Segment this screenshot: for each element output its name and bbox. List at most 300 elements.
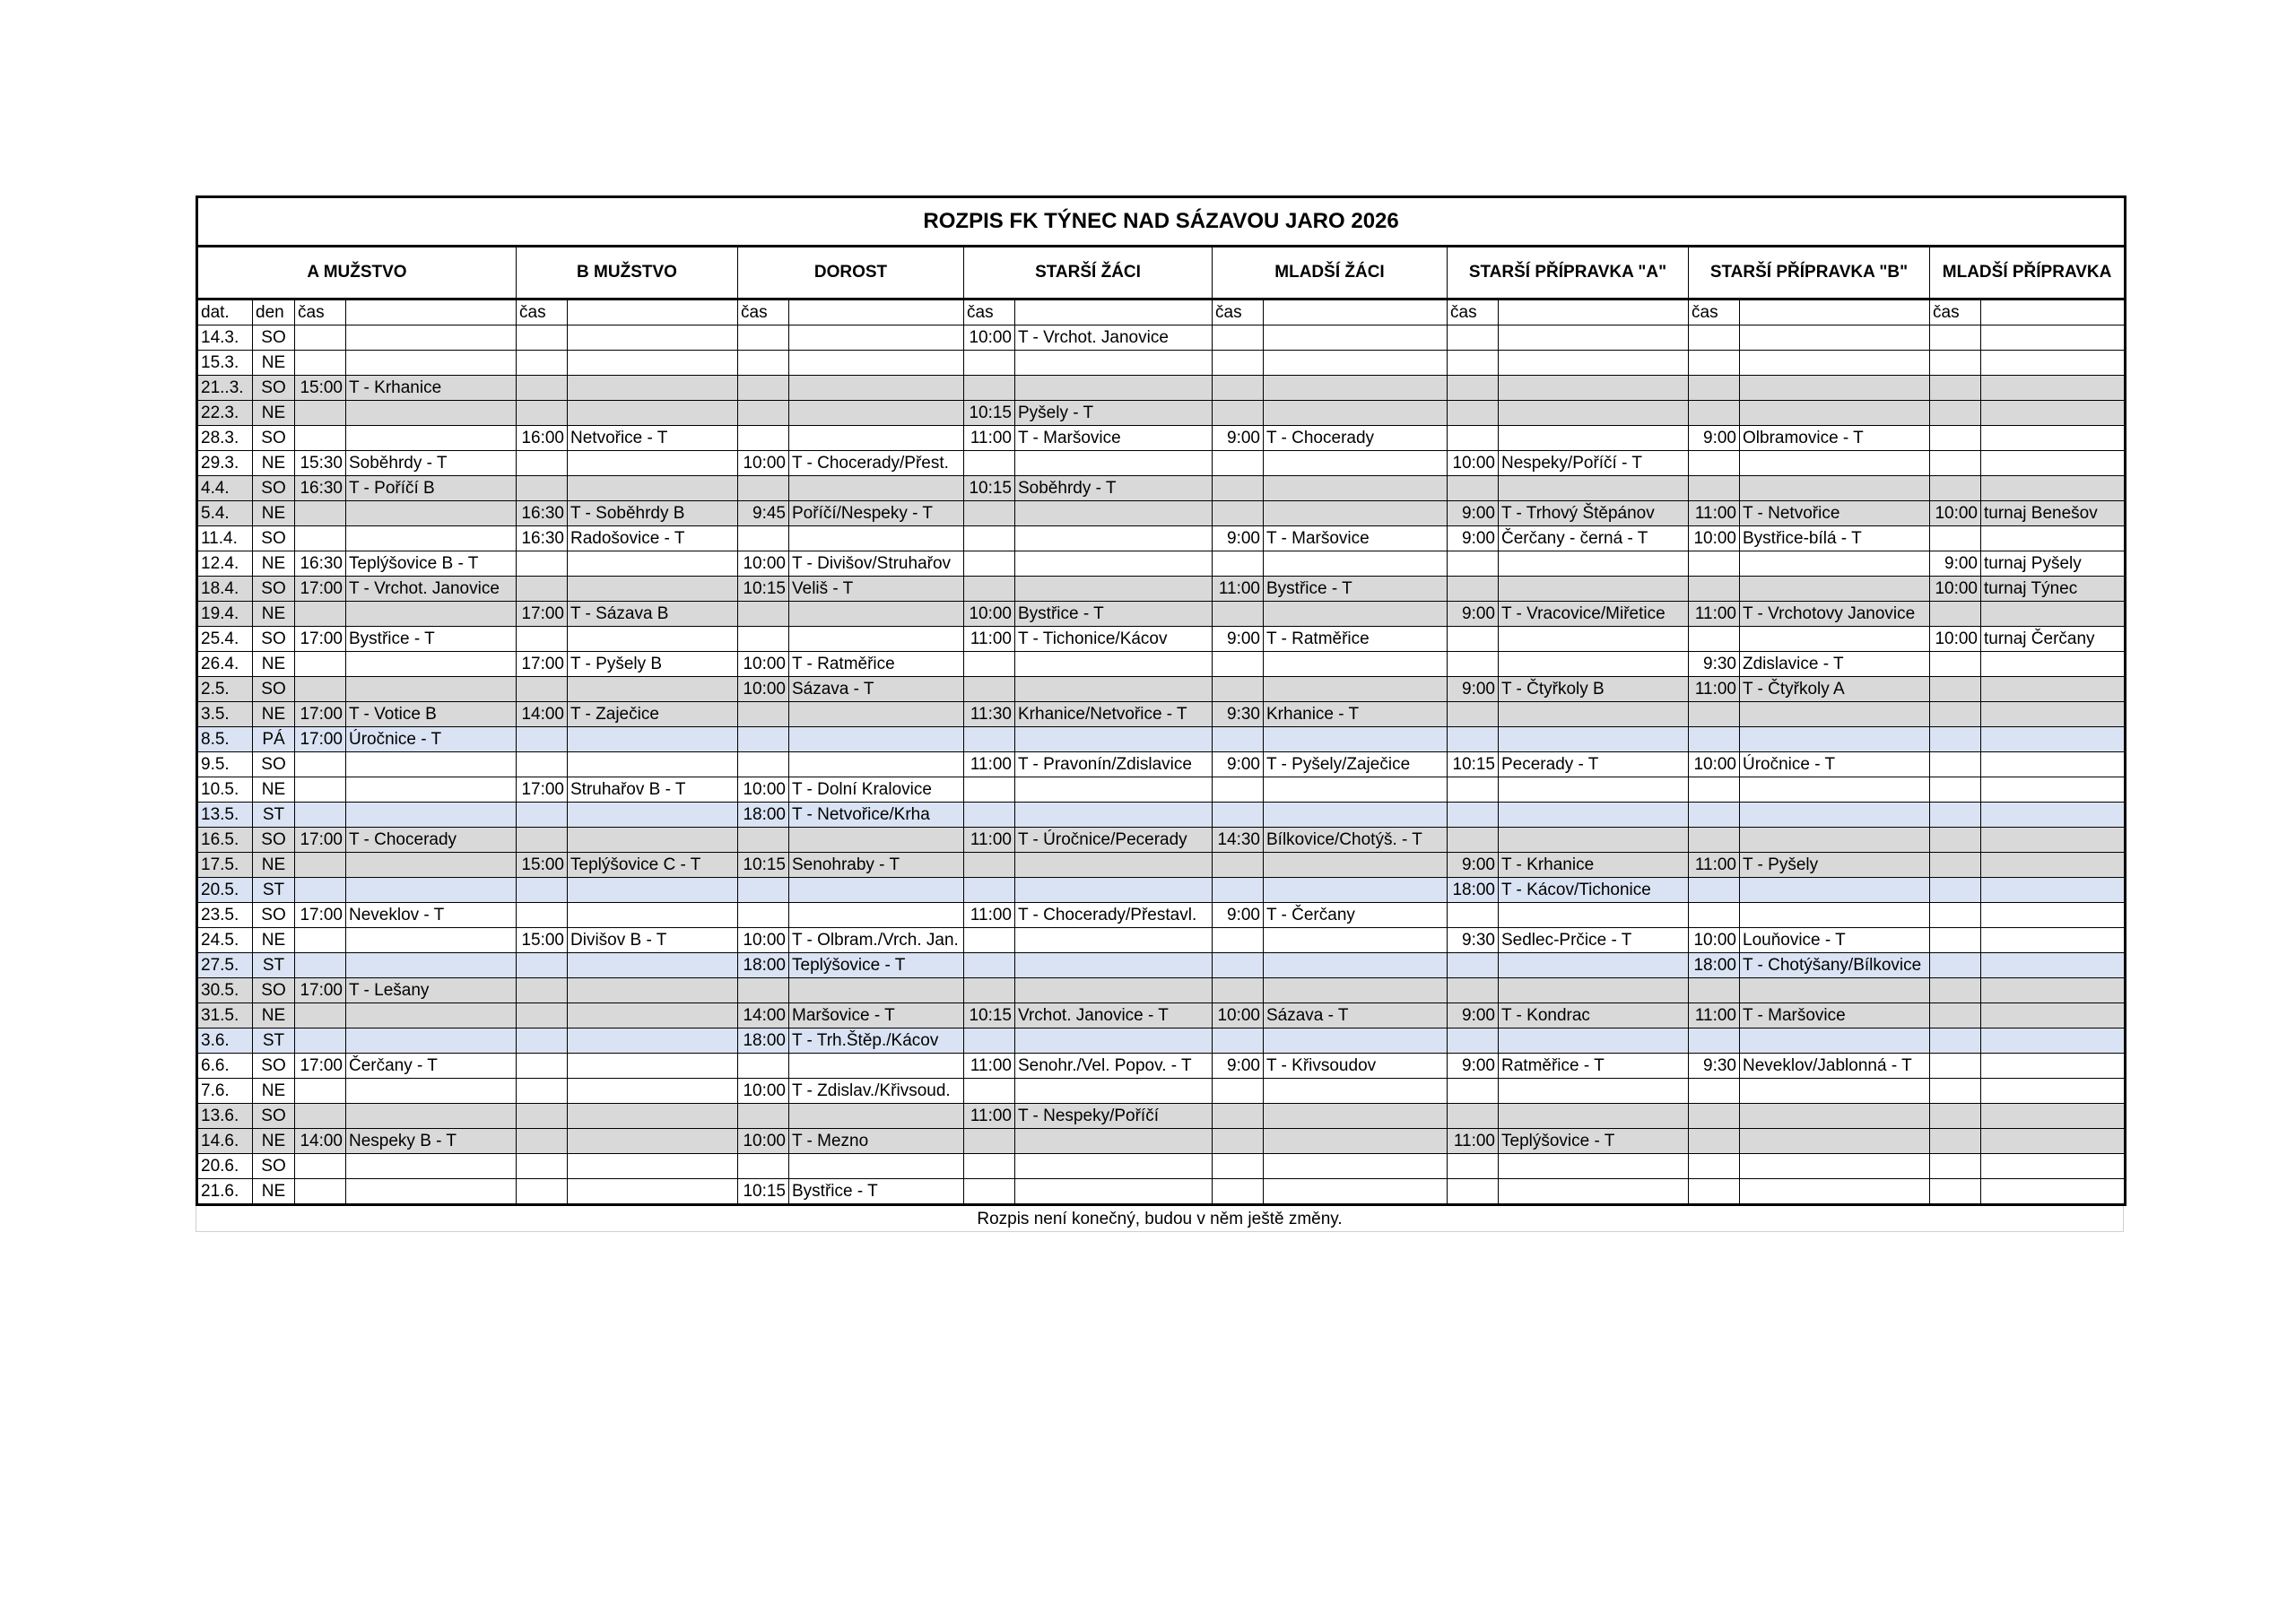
date-cell: 21..3. xyxy=(197,376,253,401)
time-cell xyxy=(1689,1154,1740,1179)
match-cell xyxy=(1981,677,2126,702)
time-cell: 9:00 xyxy=(1213,1054,1264,1079)
time-cell xyxy=(1213,401,1264,426)
schedule-row xyxy=(197,853,2126,878)
schedule-row xyxy=(197,903,2126,928)
match-cell: Krhanice/Netvořice - T xyxy=(1015,702,1213,727)
time-cell xyxy=(1930,652,1981,677)
match-cell xyxy=(346,526,517,551)
time-cell xyxy=(738,1154,789,1179)
match-cell: T - Trh.Štěp./Kácov xyxy=(789,1028,964,1054)
day-cell: ST xyxy=(253,1028,295,1054)
time-cell xyxy=(1448,1079,1499,1104)
time-cell: 10:00 xyxy=(1689,752,1740,777)
date-cell: 7.6. xyxy=(197,1079,253,1104)
date-cell: 27.5. xyxy=(197,953,253,978)
time-cell xyxy=(1689,777,1740,803)
match-cell xyxy=(568,451,738,476)
time-cell xyxy=(1930,828,1981,853)
match-cell: Bystřice - T xyxy=(1264,577,1448,602)
match-cell xyxy=(1015,451,1213,476)
time-cell: 11:00 xyxy=(964,828,1015,853)
time-cell xyxy=(517,1179,568,1205)
match-cell xyxy=(1981,1054,2126,1079)
match-cell: Bystřice - T xyxy=(346,627,517,652)
team-header: MLADŠÍ PŘÍPRAVKA xyxy=(1930,247,2126,299)
match-cell xyxy=(1264,1104,1448,1129)
time-cell xyxy=(1930,1054,1981,1079)
time-cell xyxy=(295,501,346,526)
schedule-row xyxy=(197,828,2126,853)
schedule-row xyxy=(197,376,2126,401)
date-cell: 20.5. xyxy=(197,878,253,903)
match-cell: Vrchot. Janovice - T xyxy=(1015,1003,1213,1028)
time-cell: 10:15 xyxy=(738,853,789,878)
match-cell: Sedlec-Prčice - T xyxy=(1499,928,1689,953)
match-cell: T - Sázava B xyxy=(568,602,738,627)
day-cell: SO xyxy=(253,526,295,551)
match-cell xyxy=(1981,828,2126,853)
date-cell: 18.4. xyxy=(197,577,253,602)
match-cell xyxy=(1740,325,1930,351)
match-cell xyxy=(1499,401,1689,426)
time-cell xyxy=(1448,476,1499,501)
match-cell xyxy=(1015,928,1213,953)
date-cell: 9.5. xyxy=(197,752,253,777)
match-cell xyxy=(1499,476,1689,501)
match-cell: Senohraby - T xyxy=(789,853,964,878)
match-cell xyxy=(1264,928,1448,953)
time-cell xyxy=(964,1179,1015,1205)
time-cell xyxy=(1930,777,1981,803)
time-cell xyxy=(1213,777,1264,803)
time-cell xyxy=(1448,803,1499,828)
team-header: STARŠÍ PŘÍPRAVKA "A" xyxy=(1448,247,1689,299)
time-cell: 10:00 xyxy=(1930,577,1981,602)
match-cell xyxy=(1740,627,1930,652)
match-cell: T - Čerčany xyxy=(1264,903,1448,928)
match-cell xyxy=(1740,828,1930,853)
match-cell: Teplýšovice B - T xyxy=(346,551,517,577)
time-cell xyxy=(517,325,568,351)
time-cell: 9:00 xyxy=(1448,853,1499,878)
match-cell xyxy=(789,702,964,727)
match-cell xyxy=(1499,727,1689,752)
time-cell xyxy=(1213,677,1264,702)
day-cell: SO xyxy=(253,752,295,777)
time-cell xyxy=(964,777,1015,803)
match-cell xyxy=(568,878,738,903)
date-cell: 13.5. xyxy=(197,803,253,828)
time-cell: 11:00 xyxy=(964,1104,1015,1129)
date-cell: 8.5. xyxy=(197,727,253,752)
match-cell: Neveklov/Jablonná - T xyxy=(1740,1054,1930,1079)
time-cell xyxy=(738,828,789,853)
match-cell: T - Ratměřice xyxy=(789,652,964,677)
date-cell: 3.5. xyxy=(197,702,253,727)
match-cell xyxy=(1264,325,1448,351)
time-cell xyxy=(1689,551,1740,577)
time-cell: 9:00 xyxy=(1448,602,1499,627)
day-col-header: den xyxy=(253,299,295,325)
schedule-row xyxy=(197,526,2126,551)
time-cell xyxy=(1689,1179,1740,1205)
time-cell xyxy=(1448,351,1499,376)
time-cell xyxy=(517,828,568,853)
match-cell xyxy=(1264,803,1448,828)
match-cell xyxy=(1740,551,1930,577)
time-cell xyxy=(1930,953,1981,978)
match-cell: Teplýšovice C - T xyxy=(568,853,738,878)
time-col-header: čas xyxy=(1930,299,1981,325)
day-cell: NE xyxy=(253,928,295,953)
match-cell: T - Poříčí B xyxy=(346,476,517,501)
time-cell: 10:00 xyxy=(1689,526,1740,551)
match-cell: T - Mezno xyxy=(789,1129,964,1154)
time-cell xyxy=(1213,451,1264,476)
match-cell xyxy=(1015,727,1213,752)
match-cell: turnaj Benešov xyxy=(1981,501,2126,526)
time-cell xyxy=(1930,476,1981,501)
schedule-row xyxy=(197,878,2126,903)
match-cell xyxy=(1015,1028,1213,1054)
schedule-row xyxy=(197,1129,2126,1154)
time-cell xyxy=(964,652,1015,677)
time-cell xyxy=(964,953,1015,978)
opponent-col-header xyxy=(1499,299,1689,325)
match-cell xyxy=(1740,1129,1930,1154)
time-cell xyxy=(738,878,789,903)
schedule-row xyxy=(197,1079,2126,1104)
match-cell xyxy=(1740,376,1930,401)
match-cell xyxy=(789,476,964,501)
time-cell: 18:00 xyxy=(738,1028,789,1054)
match-cell xyxy=(568,476,738,501)
match-cell xyxy=(1499,1028,1689,1054)
match-cell xyxy=(789,325,964,351)
match-cell xyxy=(346,777,517,803)
opponent-col-header xyxy=(346,299,517,325)
date-cell: 22.3. xyxy=(197,401,253,426)
time-cell xyxy=(1213,351,1264,376)
match-cell xyxy=(1981,451,2126,476)
match-cell xyxy=(568,627,738,652)
match-cell xyxy=(1740,702,1930,727)
match-cell xyxy=(789,878,964,903)
match-cell: T - Zdislav./Křivsoud. xyxy=(789,1079,964,1104)
time-cell: 9:45 xyxy=(738,501,789,526)
match-cell: T - Chocerady/Přestavl. xyxy=(1015,903,1213,928)
schedule-row xyxy=(197,476,2126,501)
opponent-col-header xyxy=(1264,299,1448,325)
opponent-col-header xyxy=(1740,299,1930,325)
time-cell xyxy=(1689,878,1740,903)
match-cell: Bystřice - T xyxy=(1015,602,1213,627)
day-cell: SO xyxy=(253,677,295,702)
day-cell: NE xyxy=(253,451,295,476)
time-cell xyxy=(1213,727,1264,752)
time-cell xyxy=(738,526,789,551)
match-cell: T - Pyšely xyxy=(1740,853,1930,878)
match-cell xyxy=(1264,652,1448,677)
time-cell xyxy=(295,401,346,426)
match-cell xyxy=(789,1154,964,1179)
match-cell: T - Čtyřkoly B xyxy=(1499,677,1689,702)
time-cell xyxy=(1213,476,1264,501)
match-cell xyxy=(789,526,964,551)
date-cell: 14.3. xyxy=(197,325,253,351)
time-cell xyxy=(964,526,1015,551)
time-cell: 9:30 xyxy=(1689,652,1740,677)
time-cell: 17:00 xyxy=(295,1054,346,1079)
match-cell: T - Vracovice/Miřetice xyxy=(1499,602,1689,627)
time-cell: 9:30 xyxy=(1689,1054,1740,1079)
match-cell: T - Čtyřkoly A xyxy=(1740,677,1930,702)
match-cell xyxy=(1264,853,1448,878)
time-cell xyxy=(1930,376,1981,401)
opponent-col-header xyxy=(1015,299,1213,325)
time-cell xyxy=(964,551,1015,577)
match-cell: T - Netvořice xyxy=(1740,501,1930,526)
time-cell xyxy=(738,325,789,351)
time-cell xyxy=(517,903,568,928)
time-cell: 10:15 xyxy=(964,476,1015,501)
time-cell xyxy=(1448,652,1499,677)
match-cell xyxy=(1015,501,1213,526)
match-cell xyxy=(1015,677,1213,702)
time-cell xyxy=(1930,1154,1981,1179)
time-cell xyxy=(964,1079,1015,1104)
schedule-row xyxy=(197,702,2126,727)
time-cell xyxy=(1930,1079,1981,1104)
team-header: STARŠÍ PŘÍPRAVKA "B" xyxy=(1689,247,1930,299)
match-cell xyxy=(1981,702,2126,727)
match-cell xyxy=(1264,1028,1448,1054)
time-cell xyxy=(517,1154,568,1179)
match-cell xyxy=(346,953,517,978)
match-cell: Neveklov - T xyxy=(346,903,517,928)
match-cell: Veliš - T xyxy=(789,577,964,602)
schedule-row xyxy=(197,602,2126,627)
time-cell xyxy=(1930,1179,1981,1205)
time-cell xyxy=(1213,1079,1264,1104)
time-cell xyxy=(517,1028,568,1054)
match-cell: Krhanice - T xyxy=(1264,702,1448,727)
date-cell: 30.5. xyxy=(197,978,253,1003)
match-cell: T - Vrchot. Janovice xyxy=(1015,325,1213,351)
match-cell xyxy=(789,351,964,376)
time-cell xyxy=(295,1154,346,1179)
schedule-row xyxy=(197,777,2126,803)
match-cell xyxy=(1264,777,1448,803)
time-cell xyxy=(295,426,346,451)
time-cell xyxy=(517,627,568,652)
time-cell xyxy=(1930,702,1981,727)
match-cell: T - Vrchot. Janovice xyxy=(346,577,517,602)
day-cell: NE xyxy=(253,1003,295,1028)
match-cell xyxy=(568,577,738,602)
time-cell xyxy=(1213,928,1264,953)
time-cell: 9:00 xyxy=(1448,526,1499,551)
time-cell xyxy=(295,652,346,677)
time-cell: 11:00 xyxy=(1689,501,1740,526)
match-cell: Bílkovice/Chotýš. - T xyxy=(1264,828,1448,853)
time-cell xyxy=(1930,903,1981,928)
match-cell xyxy=(346,928,517,953)
team-header-row xyxy=(197,247,2126,299)
match-cell: Čerčany - T xyxy=(346,1054,517,1079)
match-cell: Netvořice - T xyxy=(568,426,738,451)
match-cell xyxy=(568,978,738,1003)
match-cell xyxy=(1015,351,1213,376)
match-cell: Zdislavice - T xyxy=(1740,652,1930,677)
time-cell xyxy=(295,1003,346,1028)
time-cell xyxy=(295,1079,346,1104)
match-cell xyxy=(1499,1079,1689,1104)
time-cell xyxy=(1448,627,1499,652)
match-cell: T - Lešany xyxy=(346,978,517,1003)
time-cell xyxy=(1448,828,1499,853)
match-cell xyxy=(1740,401,1930,426)
match-cell xyxy=(1499,953,1689,978)
match-cell xyxy=(1740,777,1930,803)
date-cell: 17.5. xyxy=(197,853,253,878)
time-cell: 17:00 xyxy=(295,727,346,752)
time-cell: 10:00 xyxy=(738,1079,789,1104)
match-cell xyxy=(568,903,738,928)
time-cell xyxy=(1930,677,1981,702)
day-cell: SO xyxy=(253,828,295,853)
time-cell xyxy=(1448,426,1499,451)
match-cell xyxy=(1740,451,1930,476)
time-cell: 9:00 xyxy=(1448,501,1499,526)
time-cell xyxy=(1213,602,1264,627)
time-cell: 17:00 xyxy=(295,903,346,928)
schedule-row xyxy=(197,978,2126,1003)
match-cell xyxy=(1981,1079,2126,1104)
time-cell: 17:00 xyxy=(295,828,346,853)
time-cell xyxy=(517,953,568,978)
match-cell xyxy=(789,426,964,451)
match-cell xyxy=(1740,577,1930,602)
match-cell: T - Trhový Štěpánov xyxy=(1499,501,1689,526)
time-cell: 10:15 xyxy=(1448,752,1499,777)
time-cell xyxy=(295,1028,346,1054)
opponent-col-header xyxy=(1981,299,2126,325)
time-cell: 9:00 xyxy=(1448,1003,1499,1028)
time-cell xyxy=(1689,476,1740,501)
day-cell: NE xyxy=(253,351,295,376)
time-cell xyxy=(517,476,568,501)
match-cell xyxy=(1499,903,1689,928)
match-cell xyxy=(1981,1154,2126,1179)
match-cell xyxy=(1981,853,2126,878)
time-cell xyxy=(1930,526,1981,551)
time-cell: 15:30 xyxy=(295,451,346,476)
match-cell xyxy=(789,727,964,752)
time-cell xyxy=(517,978,568,1003)
match-cell xyxy=(1015,978,1213,1003)
time-cell xyxy=(1213,652,1264,677)
time-cell: 11:00 xyxy=(964,627,1015,652)
day-cell: NE xyxy=(253,501,295,526)
schedule-row xyxy=(197,1054,2126,1079)
match-cell xyxy=(346,602,517,627)
match-cell: Čerčany - černá - T xyxy=(1499,526,1689,551)
match-cell xyxy=(1264,501,1448,526)
time-cell xyxy=(1930,1129,1981,1154)
match-cell xyxy=(346,401,517,426)
time-cell xyxy=(1689,727,1740,752)
team-header: B MUŽSTVO xyxy=(517,247,738,299)
time-cell xyxy=(1689,325,1740,351)
match-cell xyxy=(789,376,964,401)
match-cell xyxy=(568,551,738,577)
footnote: Rozpis není konečný, budou v něm ještě změny. xyxy=(196,1206,2124,1232)
schedule-row xyxy=(197,1104,2126,1129)
time-cell: 10:00 xyxy=(964,325,1015,351)
match-cell xyxy=(568,1154,738,1179)
match-cell xyxy=(1015,1129,1213,1154)
time-cell: 18:00 xyxy=(738,803,789,828)
time-cell xyxy=(517,752,568,777)
match-cell xyxy=(1740,476,1930,501)
match-cell xyxy=(1981,325,2126,351)
schedule-row xyxy=(197,351,2126,376)
time-cell: 18:00 xyxy=(1448,878,1499,903)
time-cell xyxy=(1930,1003,1981,1028)
match-cell xyxy=(1740,903,1930,928)
time-cell: 10:00 xyxy=(738,1129,789,1154)
match-cell: turnaj Pyšely xyxy=(1981,551,2126,577)
time-cell xyxy=(1448,577,1499,602)
day-cell: NE xyxy=(253,1079,295,1104)
time-cell xyxy=(295,1104,346,1129)
match-cell xyxy=(346,1104,517,1129)
time-cell: 17:00 xyxy=(295,978,346,1003)
match-cell xyxy=(1015,376,1213,401)
schedule-row xyxy=(197,627,2126,652)
time-cell xyxy=(1448,1179,1499,1205)
match-cell xyxy=(789,828,964,853)
time-cell xyxy=(1930,727,1981,752)
match-cell: T - Netvořice/Krha xyxy=(789,803,964,828)
match-cell xyxy=(346,1179,517,1205)
time-cell: 16:30 xyxy=(295,551,346,577)
time-cell xyxy=(964,1028,1015,1054)
match-cell: T - Pyšely/Zaječice xyxy=(1264,752,1448,777)
time-cell xyxy=(1689,1028,1740,1054)
time-cell xyxy=(738,602,789,627)
match-cell xyxy=(1264,1079,1448,1104)
match-cell xyxy=(1740,1028,1930,1054)
time-cell xyxy=(295,878,346,903)
time-cell: 9:00 xyxy=(1448,1054,1499,1079)
time-cell xyxy=(964,577,1015,602)
time-cell: 10:15 xyxy=(738,1179,789,1205)
match-cell: T - Dolní Kralovice xyxy=(789,777,964,803)
time-cell xyxy=(1930,325,1981,351)
date-cell: 25.4. xyxy=(197,627,253,652)
match-cell xyxy=(1264,1154,1448,1179)
day-cell: SO xyxy=(253,426,295,451)
date-cell: 2.5. xyxy=(197,677,253,702)
time-cell xyxy=(1689,376,1740,401)
match-cell xyxy=(346,1028,517,1054)
time-cell xyxy=(738,978,789,1003)
time-cell xyxy=(1448,1028,1499,1054)
match-cell xyxy=(1264,376,1448,401)
